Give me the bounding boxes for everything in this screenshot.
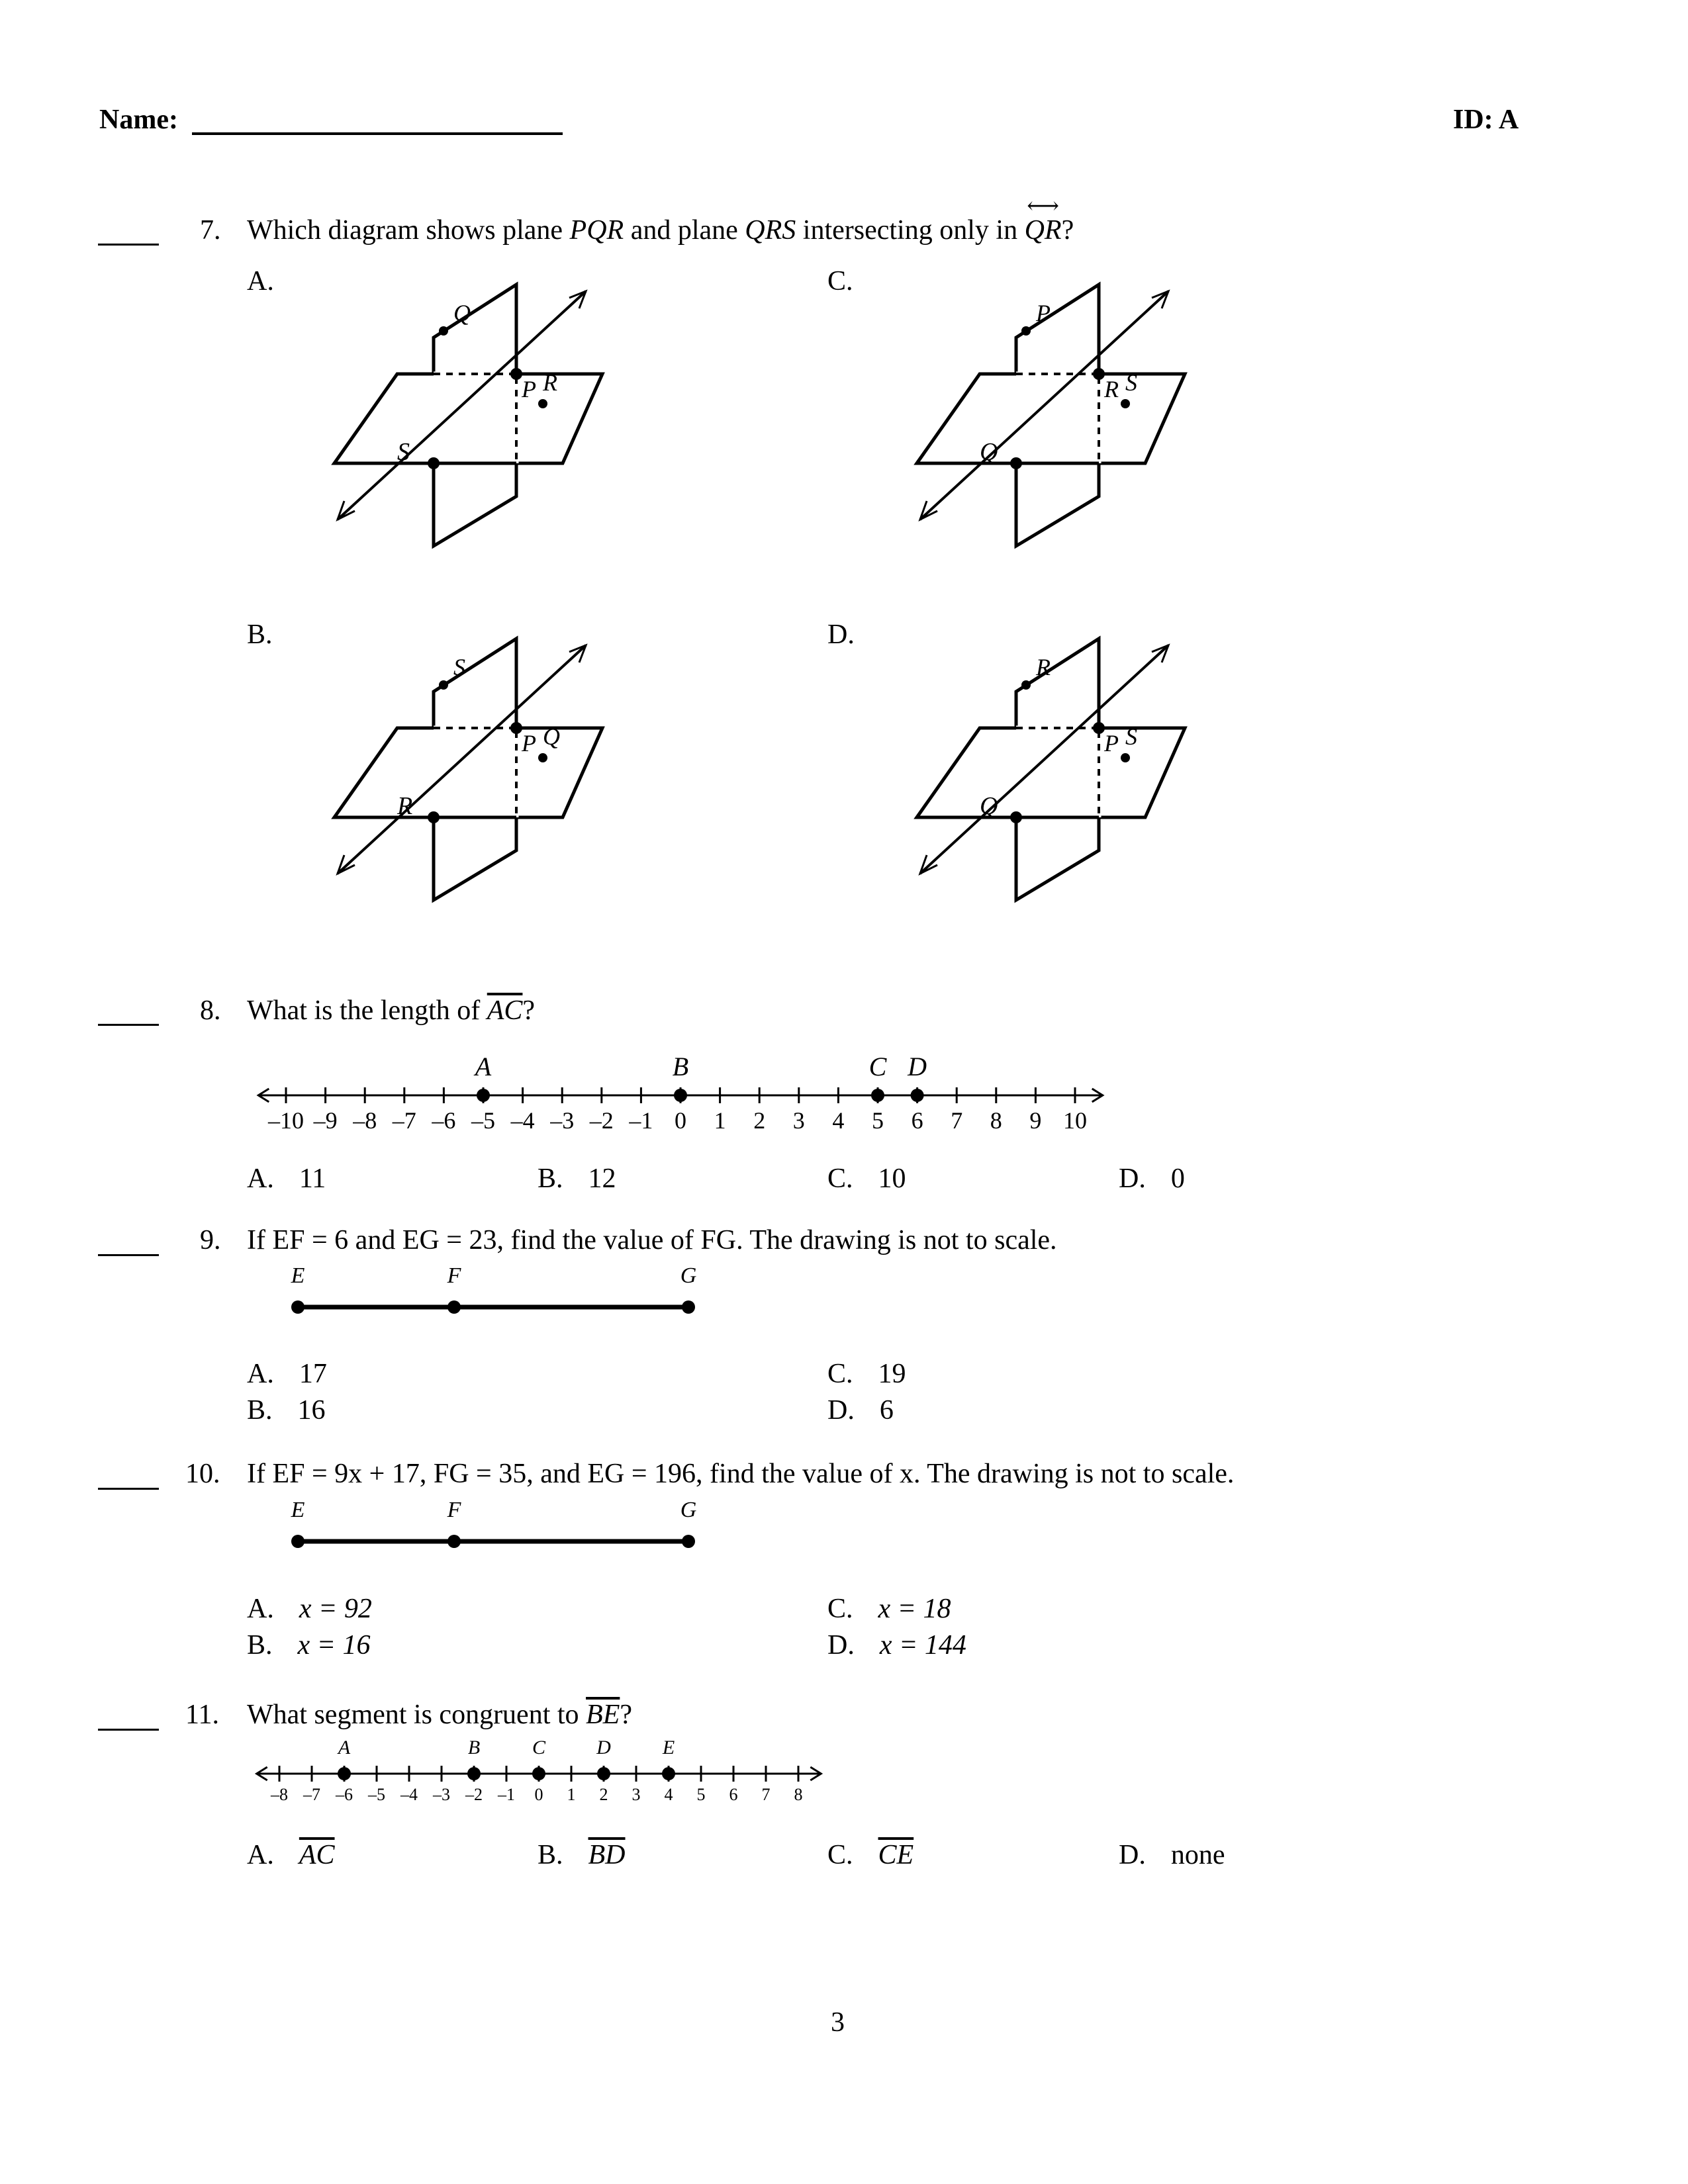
tick-label: –3: [433, 1785, 450, 1804]
question-text-9: If EF = 6 and EG = 23, find the value of FG. The drawing is not to scale.: [247, 1225, 1057, 1255]
point-label-back: P: [1104, 730, 1119, 756]
choice-8b: B. 12: [538, 1163, 616, 1194]
point-front: [428, 811, 440, 823]
tick-label: 1: [567, 1785, 576, 1804]
point-c: [871, 1089, 884, 1102]
point-front: [1010, 457, 1022, 469]
point-right: [538, 753, 547, 762]
choice-11b: B. $\overline{BD}$: [538, 1840, 626, 1870]
plane-diagram-d: [894, 619, 1225, 923]
tick-label: –3: [550, 1107, 575, 1134]
point-label-f: F: [447, 1498, 461, 1522]
choice-9b: B. 16: [247, 1395, 326, 1426]
tick-label: 0: [534, 1785, 543, 1804]
point-top: [1021, 680, 1031, 690]
choice-11c: C. $\overline{CE}$: [827, 1840, 914, 1870]
point-label-d: D: [908, 1052, 927, 1081]
tick-label: 1: [714, 1107, 726, 1134]
point-label-f: F: [447, 1263, 461, 1288]
tick-label: 3: [792, 1107, 805, 1134]
question-number-10: 10.: [185, 1459, 220, 1489]
tick-label: –5: [471, 1107, 495, 1134]
point-label-back: R: [1104, 376, 1119, 402]
point-top: [439, 326, 448, 336]
point-label-front: S: [397, 438, 410, 466]
vertical-plane-lower: [434, 817, 516, 900]
tick-label: 6: [911, 1107, 923, 1134]
question-number-8: 8.: [200, 995, 221, 1026]
tick-label: 7: [761, 1785, 771, 1804]
choice-10b: B. x = 16: [247, 1630, 371, 1661]
tick-label: –1: [629, 1107, 653, 1134]
horizontal-plane: [917, 728, 1185, 817]
tick-label: –5: [368, 1785, 385, 1804]
question-number-9: 9.: [200, 1225, 221, 1255]
tick-label: –10: [268, 1107, 304, 1134]
tick-label: –4: [400, 1785, 418, 1804]
tick-label: 4: [832, 1107, 845, 1134]
plane-diagram-c: [894, 265, 1225, 569]
tick-label: –2: [589, 1107, 614, 1134]
tick-label: 6: [729, 1785, 738, 1804]
answer-blank-7[interactable]: [98, 244, 159, 246]
point-label-e: E: [291, 1498, 305, 1522]
choice-8a: A. 11: [247, 1163, 326, 1194]
point-back: [510, 368, 522, 380]
question-text-7: Which diagram shows plane PQR and plane QRS intersecting only in QR ⟷ ?: [247, 194, 1074, 246]
segment-ac: $\overline{AC}$: [487, 995, 523, 1026]
point-label-e: E: [662, 1737, 675, 1758]
tick-label: 5: [696, 1785, 706, 1804]
line-qr: QR ⟷: [1024, 194, 1062, 246]
point-label-back: P: [522, 376, 536, 402]
vertical-plane-lower: [1016, 463, 1099, 546]
point-right: [1121, 753, 1130, 762]
question-text-10: If EF = 9x + 17, FG = 35, and EG = 196, find the value of x. The drawing is not to scale.: [247, 1459, 1235, 1489]
point-d: [911, 1089, 924, 1102]
point-front: [1010, 811, 1022, 823]
point-label-g: G: [680, 1498, 697, 1522]
point-label-front: R: [397, 792, 413, 820]
tick-label: –7: [303, 1785, 320, 1804]
point-right: [1121, 399, 1130, 408]
point-label-b: B: [467, 1737, 481, 1758]
choice-10c: C. x = 18: [827, 1594, 951, 1624]
tick-label: 8: [990, 1107, 1002, 1134]
point-back: [1093, 722, 1105, 734]
point-back: [1093, 368, 1105, 380]
choice-letter-7c: C.: [827, 266, 853, 296]
point-label-right: S: [1125, 369, 1137, 396]
point-label-a: A: [475, 1052, 492, 1081]
tick-label: –8: [353, 1107, 377, 1134]
point-label-e: E: [291, 1263, 305, 1288]
point-label-front: Q: [980, 438, 998, 466]
choice-11d: D. none: [1119, 1840, 1225, 1870]
horizontal-plane: [917, 374, 1185, 463]
answer-blank-8[interactable]: [98, 1024, 159, 1026]
tick-label: –7: [392, 1107, 416, 1134]
page-number: 3: [831, 2007, 845, 2038]
number-line-8: [245, 1052, 1125, 1148]
point-d: [597, 1767, 610, 1780]
tick-label: 10: [1063, 1107, 1087, 1134]
point-g: [682, 1535, 695, 1548]
point-label-d: D: [596, 1737, 611, 1758]
tick-label: –2: [465, 1785, 483, 1804]
number-line-11: [245, 1737, 861, 1823]
point-front: [428, 457, 440, 469]
tick-label: 3: [632, 1785, 641, 1804]
point-e: [291, 1535, 305, 1548]
point-a: [477, 1089, 490, 1102]
point-label-right: S: [1125, 723, 1137, 750]
tick-label: 2: [599, 1785, 608, 1804]
point-label-b: B: [672, 1052, 689, 1081]
tick-label: 8: [794, 1785, 803, 1804]
tick-label: –1: [498, 1785, 515, 1804]
tick-label: –9: [313, 1107, 338, 1134]
tick-label: –8: [271, 1785, 288, 1804]
point-label-back: P: [522, 730, 536, 756]
question-number-11: 11.: [185, 1700, 219, 1730]
name-label: Name:: [99, 105, 178, 135]
point-e: [662, 1767, 675, 1780]
answer-blank-9[interactable]: [98, 1254, 159, 1256]
tick-label: 2: [753, 1107, 766, 1134]
name-field[interactable]: [192, 132, 563, 135]
point-a: [338, 1767, 351, 1780]
question-number-7: 7.: [200, 215, 221, 246]
point-b: [674, 1089, 687, 1102]
choice-letter-7a: A.: [247, 266, 274, 296]
point-top: [1021, 326, 1031, 336]
tick-label: 9: [1029, 1107, 1042, 1134]
point-back: [510, 722, 522, 734]
segment-be: $\overline{BE}$: [586, 1700, 620, 1730]
point-label-top: Q: [453, 300, 471, 326]
point-g: [682, 1300, 695, 1314]
choice-10d: D. x = 144: [827, 1630, 966, 1661]
choice-9d: D. 6: [827, 1395, 894, 1426]
tick-label: –6: [336, 1785, 353, 1804]
point-f: [447, 1300, 461, 1314]
horizontal-plane: [334, 728, 602, 817]
point-c: [532, 1767, 545, 1780]
point-label-right: R: [543, 369, 557, 396]
choice-8c: C. 10: [827, 1163, 906, 1194]
horizontal-plane: [334, 374, 602, 463]
point-e: [291, 1300, 305, 1314]
point-label-right: Q: [543, 723, 560, 750]
point-label-top: R: [1036, 654, 1051, 680]
id-label: ID: A: [1453, 105, 1519, 135]
choice-10a: A. x = 92: [247, 1594, 372, 1624]
plane-diagram-b: [311, 619, 642, 923]
point-f: [447, 1535, 461, 1548]
choice-9c: C. 19: [827, 1359, 906, 1389]
tick-label: 5: [872, 1107, 884, 1134]
question-text-8: What is the length of $\overline{AC}$?: [247, 995, 536, 1026]
tick-label: 0: [675, 1107, 686, 1134]
answer-blank-10[interactable]: [98, 1488, 159, 1490]
choice-8d: D. 0: [1119, 1163, 1185, 1194]
choice-9a: A. 17: [247, 1359, 327, 1389]
point-label-top: S: [453, 654, 465, 680]
point-label-c: C: [868, 1052, 887, 1081]
vertical-plane-lower: [1016, 817, 1099, 900]
tick-label: –6: [432, 1107, 456, 1134]
point-right: [538, 399, 547, 408]
choice-letter-7d: D.: [827, 619, 855, 650]
point-label-a: A: [338, 1737, 351, 1758]
vertical-plane-lower: [434, 463, 516, 546]
plane-diagram-a: [311, 265, 642, 569]
point-label-g: G: [680, 1263, 697, 1288]
point-label-top: P: [1036, 300, 1051, 326]
choice-11a: A. $\overline{AC}$: [247, 1840, 335, 1870]
tick-label: 7: [951, 1107, 963, 1134]
point-top: [439, 680, 448, 690]
question-text-11: What segment is congruent to $\overline{BE}$?: [247, 1700, 633, 1730]
choice-letter-7b: B.: [247, 619, 273, 650]
point-b: [467, 1767, 481, 1780]
segment-diagram-10: [285, 1498, 722, 1565]
tick-label: –4: [510, 1107, 535, 1134]
tick-label: 4: [664, 1785, 673, 1804]
point-label-c: C: [532, 1737, 546, 1758]
segment-diagram-9: [285, 1264, 722, 1330]
point-label-front: Q: [980, 792, 998, 820]
answer-blank-11[interactable]: [98, 1729, 159, 1731]
line-symbol-icon: ⟷: [1027, 194, 1059, 218]
